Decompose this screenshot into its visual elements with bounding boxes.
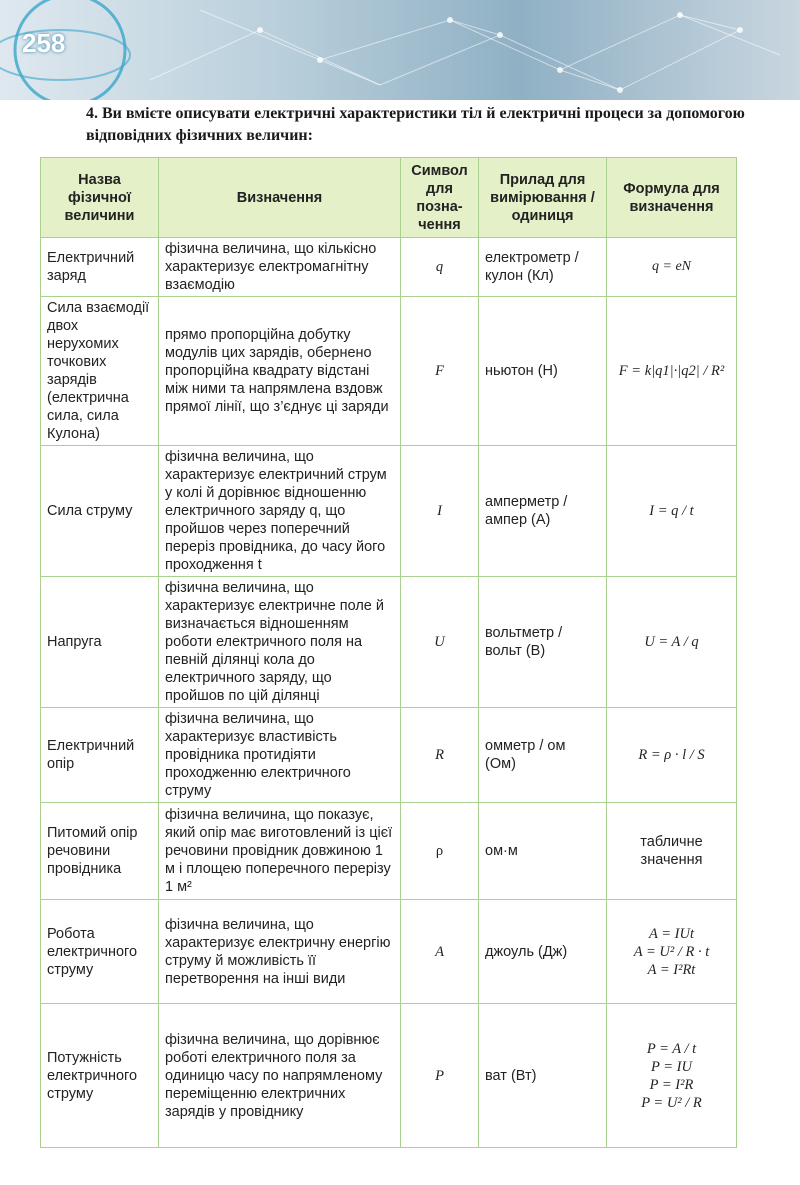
formula-line: P = U² / R (641, 1094, 702, 1111)
cell-formula: I = q / t (607, 446, 737, 577)
cell-formula (607, 297, 737, 446)
cell-device: ом·м (479, 803, 607, 900)
cell-name: Електричний заряд (41, 238, 159, 297)
cell-device: ньютон (Н) (479, 297, 607, 446)
cell-symbol: R (401, 708, 479, 803)
cell-definition: фізична величина, що характеризує електричний струм у колі й дорівнює відношенню електричного заряду q, що пройшов через поперечний переріз провідника, до часу його проходження t (159, 446, 401, 577)
cell-device: джоуль (Дж) (479, 900, 607, 1004)
table-header-row (41, 158, 737, 238)
page-number: 258 (22, 28, 66, 58)
table-row (41, 803, 737, 900)
cell-definition: прямо пропорційна добутку модулів цих зарядів, обернено пропорційна квадрату відстані між ними та напрямлена вздовж прямої лінії, що з’єднує ці заряди (159, 297, 401, 446)
formula-line: A = U² / R · t (633, 943, 710, 960)
cell-formula: табличне значення (607, 803, 737, 900)
table-row (41, 900, 737, 1004)
cell-definition: фізична величина, що характеризує властивість провідника протидіяти проходженню електричного струму (159, 708, 401, 803)
header-definition: Визначення (159, 158, 401, 238)
cell-formula: R = ρ · l / S (607, 708, 737, 803)
table-row (41, 446, 737, 577)
formula-line: P = I²R (649, 1076, 694, 1093)
network-pattern-decoration (0, 0, 800, 100)
cell-name: Сила взаємодії двох нерухомих точкових зарядів (електрична сила, сила Кулона) (41, 297, 159, 446)
header-symbol: Символ для позна-чення (401, 158, 479, 238)
formula-line: P = A / t (646, 1040, 697, 1057)
cell-device: електрометр / кулон (Кл) (479, 238, 607, 297)
section-heading: 4. Ви вмієте описувати електричні характеристики тіл й електричні процеси за допомогою відповідних фізичних величин: (86, 105, 745, 144)
formula-line: P = IU (651, 1058, 692, 1075)
cell-name: Сила струму (41, 446, 159, 577)
cell-device: ват (Вт) (479, 1004, 607, 1148)
cell-name: Питомий опір речовини провідника (41, 803, 159, 900)
formula-line: A = I²Rt (647, 961, 696, 978)
table-row (41, 577, 737, 708)
header-name: Назва фізичної величини (41, 158, 159, 238)
cell-definition: фізична величина, що характеризує електричне поле й визначається відношенням роботи електричного поля на певній ділянці кола до електричного заряду, що пройшов по цій ділянці (159, 577, 401, 708)
cell-symbol: P (401, 1004, 479, 1148)
physics-quantities-table (40, 157, 737, 1148)
cell-name: Електричний опір (41, 708, 159, 803)
cell-symbol: A (401, 900, 479, 1004)
cell-formula (607, 900, 737, 1004)
cell-definition: фізична величина, що показує, який опір має виготовлений із цієї речовини провідник довжиною 1 м і площею поперечного перерізу 1 м² (159, 803, 401, 900)
cell-symbol: ρ (401, 803, 479, 900)
cell-name: Напруга (41, 577, 159, 708)
header-banner (0, 0, 800, 100)
table-row (41, 708, 737, 803)
cell-symbol: U (401, 577, 479, 708)
formula-line: A = IUt (649, 925, 694, 942)
cell-symbol: q (401, 238, 479, 297)
cell-formula: q = eN (607, 238, 737, 297)
table-row (41, 1004, 737, 1148)
cell-device: вольтметр / вольт (В) (479, 577, 607, 708)
cell-formula (607, 1004, 737, 1148)
cell-definition: фізична величина, що дорівнює роботі електричного поля за одиницю часу по напрямленому переміщенню електричних зарядів у провіднику (159, 1004, 401, 1148)
cell-symbol: F (401, 297, 479, 446)
formula-coulomb: F = k|q1|·|q2| / R² (618, 363, 725, 379)
table-row (41, 297, 737, 446)
table-row (41, 238, 737, 297)
cell-definition: фізична величина, що кількісно характеризує електромагнітну взаємодію (159, 238, 401, 297)
header-formula: Формула для визначення (607, 158, 737, 238)
cell-symbol: I (401, 446, 479, 577)
cell-formula: U = A / q (607, 577, 737, 708)
cell-name: Робота електричного струму (41, 900, 159, 1004)
cell-definition: фізична величина, що характеризує електричну енергію струму й можливість її перетворення на інші види (159, 900, 401, 1004)
cell-device: омметр / ом (Ом) (479, 708, 607, 803)
header-device: Прилад для вимірювання / одиниця (479, 158, 607, 238)
cell-name: Потужність електричного струму (41, 1004, 159, 1148)
cell-device: амперметр / ампер (А) (479, 446, 607, 577)
